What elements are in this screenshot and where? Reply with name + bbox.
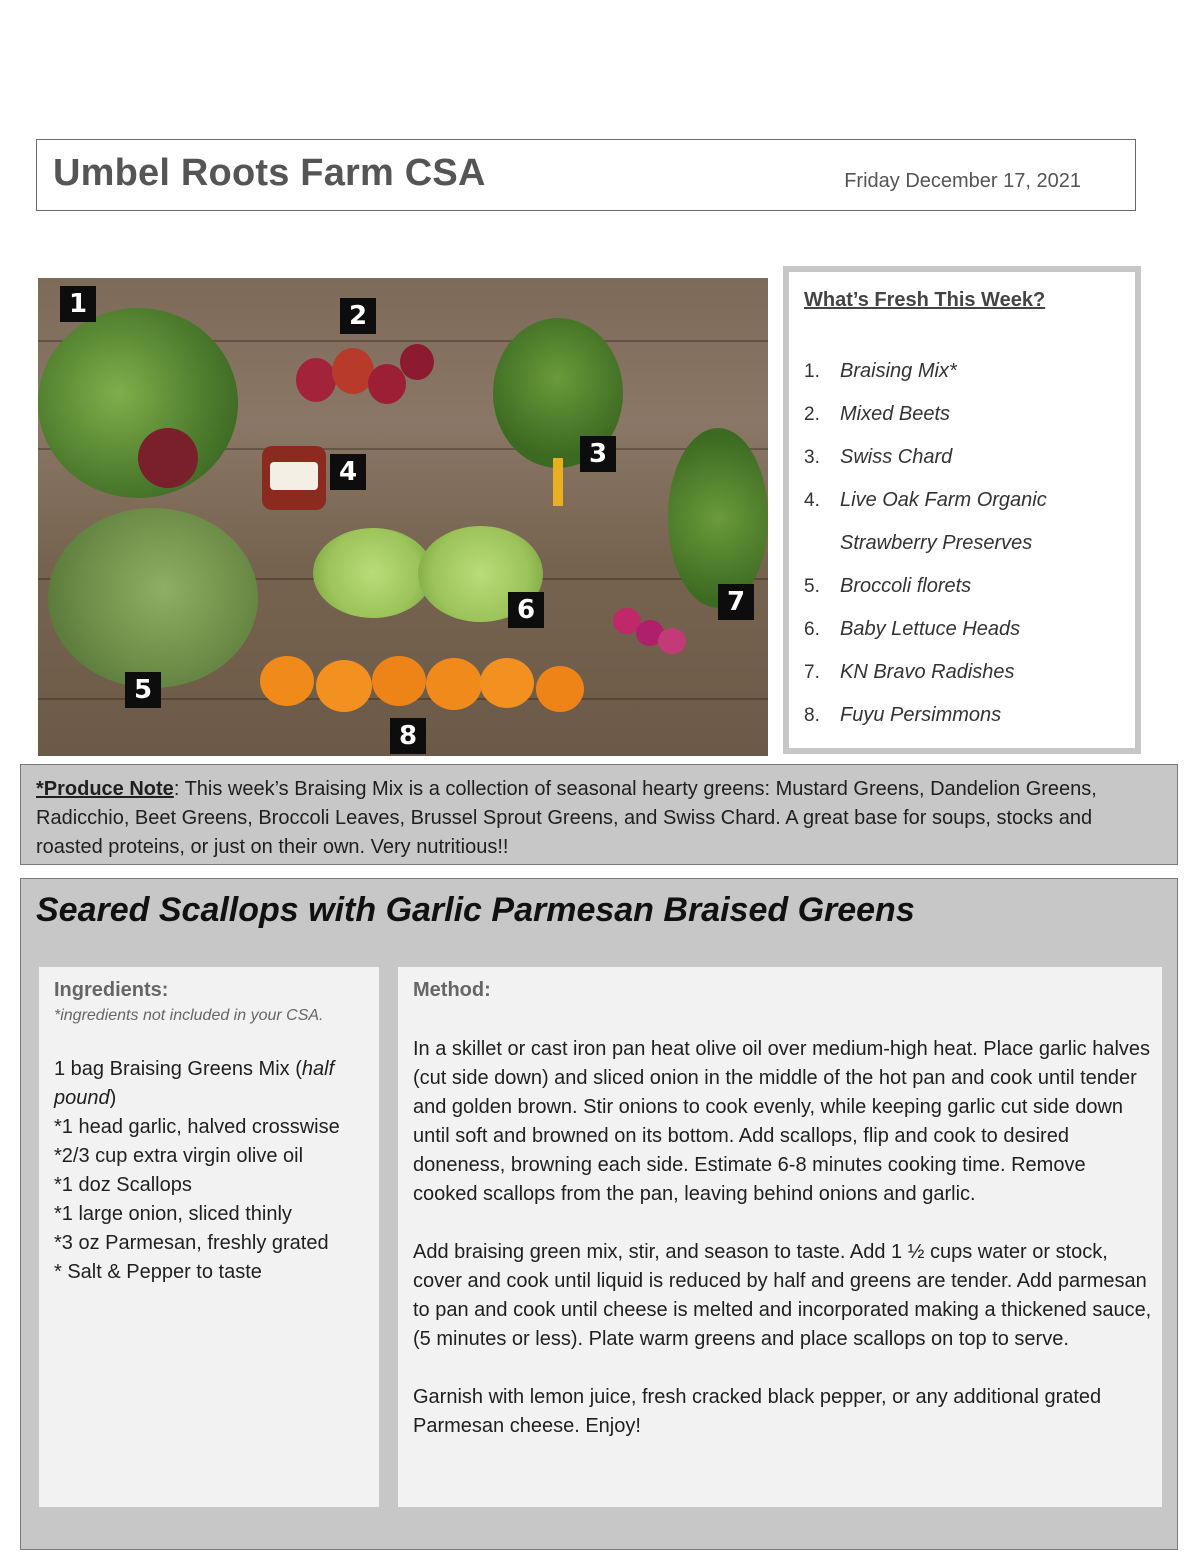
list-item bbox=[804, 479, 1047, 522]
chard-stem bbox=[553, 458, 563, 506]
item-number: 4. bbox=[804, 490, 820, 511]
photo-label-6: 6 bbox=[508, 592, 544, 628]
item-label: Braising Mix* bbox=[840, 360, 957, 382]
method-panel bbox=[398, 967, 1162, 1507]
item-label: Mixed Beets bbox=[840, 403, 951, 425]
header-box bbox=[36, 139, 1136, 211]
item-label: Baby Lettuce Heads bbox=[840, 618, 1021, 640]
recipe-box bbox=[20, 878, 1178, 1550]
beet bbox=[368, 364, 406, 404]
persimmon bbox=[372, 656, 426, 706]
recipe-title: Seared Scallops with Garlic Parmesan Braised Greens bbox=[36, 891, 915, 929]
list-item bbox=[804, 436, 1047, 479]
list-item bbox=[804, 565, 1047, 608]
radish-greens bbox=[668, 428, 768, 608]
list-item: * Salt & Pepper to taste bbox=[54, 1261, 262, 1283]
item-number: 8. bbox=[804, 705, 820, 726]
ingredients-panel bbox=[39, 967, 379, 1507]
photo-label-7: 7 bbox=[718, 584, 754, 620]
ingredient-italic: half pound bbox=[54, 1058, 335, 1109]
method-paragraph: In a skillet or cast iron pan heat olive oil over medium-high heat. Place garlic halves (cut side down) and sliced onion in the middle of the hot pan and cook until tender and golden brown. Stir onions to cook evenly, while keeping garlic cut side down until soft and browned on its bottom. Add scallops, flip and cook to desired doneness, browning each side. Estimate 6-8 minutes cooking time. Remove cooked scallops from the pan, leaving behind onions and garlic. bbox=[413, 1038, 1151, 1205]
item-label: Broccoli florets bbox=[840, 575, 972, 597]
method-text bbox=[413, 1035, 1155, 1470]
produce-note-text: : This week’s Braising Mix is a collection of seasonal hearty greens: Mustard Greens, Dandelion Greens, Radicchio, Beet Greens, Broccoli Leaves, Brussel Sprout Greens, and Swiss Chard. A great base for soups, stocks and roasted proteins, or just on their own. Very nutritious!! bbox=[36, 778, 1097, 858]
persimmon bbox=[536, 666, 584, 712]
broccoli-florets bbox=[48, 508, 258, 688]
produce-note-label: *Produce Note bbox=[36, 778, 174, 800]
item-label: KN Bravo Radishes bbox=[840, 661, 1015, 683]
produce-note bbox=[20, 764, 1178, 865]
list-item: *1 large onion, sliced thinly bbox=[54, 1203, 292, 1225]
ingredient-text: ) bbox=[109, 1087, 117, 1109]
persimmon bbox=[260, 656, 314, 706]
list-item bbox=[804, 694, 1047, 737]
item-label: Live Oak Farm Organic bbox=[840, 489, 1047, 511]
photo-label-4: 4 bbox=[330, 454, 366, 490]
lettuce-head bbox=[313, 528, 433, 618]
item-label: Strawberry Preserves bbox=[840, 532, 1033, 554]
list-item bbox=[804, 651, 1047, 694]
item-number: 3. bbox=[804, 447, 820, 468]
photo-label-2: 2 bbox=[340, 298, 376, 334]
list-item: *1 doz Scallops bbox=[54, 1174, 192, 1196]
list-item: *3 oz Parmesan, freshly grated bbox=[54, 1232, 329, 1254]
ingredients-list bbox=[54, 1055, 374, 1287]
item-number: 2. bbox=[804, 404, 820, 425]
newsletter-date: Friday December 17, 2021 bbox=[844, 170, 1081, 192]
item-number: 5. bbox=[804, 576, 820, 597]
method-heading: Method: bbox=[413, 979, 491, 1001]
farm-title: Umbel Roots Farm CSA bbox=[53, 152, 486, 194]
beet bbox=[400, 344, 434, 380]
braising-mix-greens bbox=[38, 308, 238, 498]
photo-label-8: 8 bbox=[390, 718, 426, 754]
photo-label-3: 3 bbox=[580, 436, 616, 472]
list-item: *2/3 cup extra virgin olive oil bbox=[54, 1145, 304, 1167]
photo-label-1: 1 bbox=[60, 286, 96, 322]
ingredients-note: *ingredients not included in your CSA. bbox=[54, 1007, 324, 1024]
item-label: Fuyu Persimmons bbox=[840, 704, 1002, 726]
persimmon bbox=[316, 660, 372, 712]
fresh-list bbox=[804, 350, 1047, 737]
radish bbox=[658, 628, 686, 654]
list-item bbox=[804, 350, 1047, 393]
whats-fresh-box bbox=[783, 266, 1141, 754]
item-number: 7. bbox=[804, 662, 820, 683]
list-item: *1 head garlic, halved crosswise bbox=[54, 1116, 340, 1138]
ingredients-heading: Ingredients: bbox=[54, 979, 169, 1001]
list-item bbox=[804, 608, 1047, 651]
item-number: 6. bbox=[804, 619, 820, 640]
beet bbox=[296, 358, 336, 402]
list-item bbox=[54, 1055, 374, 1113]
photo-label-5: 5 bbox=[125, 672, 161, 708]
method-paragraph: Add braising green mix, stir, and season to taste. Add 1 ½ cups water or stock, cover and cook until liquid is reduced by half and greens are tender. Add parmesan to pan and cook until cheese is melted and incorporated making a thickened sauce, (5 minutes or less). Plate warm greens and place scallops on top to serve. bbox=[413, 1241, 1152, 1350]
list-item-continuation bbox=[804, 522, 1047, 565]
produce-photo bbox=[38, 278, 768, 756]
ingredient-text: 1 bag Braising Greens Mix ( bbox=[54, 1058, 302, 1080]
jar-label bbox=[270, 462, 318, 490]
persimmon bbox=[480, 658, 534, 708]
item-label: Swiss Chard bbox=[840, 446, 953, 468]
method-paragraph: Garnish with lemon juice, fresh cracked black pepper, or any additional grated Parmesan cheese. Enjoy! bbox=[413, 1386, 1102, 1437]
whats-fresh-title: What’s Fresh This Week? bbox=[804, 289, 1046, 311]
item-number: 1. bbox=[804, 361, 820, 382]
persimmon bbox=[426, 658, 482, 710]
list-item bbox=[804, 393, 1047, 436]
radicchio-leaf bbox=[138, 428, 198, 488]
